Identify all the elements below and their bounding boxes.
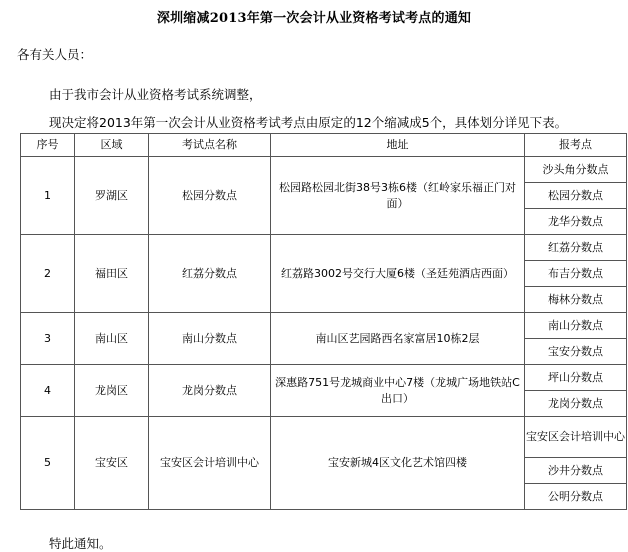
table-header-row xyxy=(21,134,627,157)
row-point: 红荔分数点 xyxy=(525,235,627,261)
row-point: 沙头角分数点 xyxy=(525,157,627,183)
row-address: 红荔路3002号交行大厦6楼（圣廷苑酒店西面） xyxy=(271,235,525,313)
row-point: 沙井分数点 xyxy=(525,458,627,484)
row-site: 红荔分数点 xyxy=(149,235,271,313)
row-point: 公明分数点 xyxy=(525,484,627,510)
closing-text: 特此通知。 xyxy=(49,536,112,551)
row-site: 宝安区会计培训中心 xyxy=(149,417,271,510)
header-district: 区域 xyxy=(75,134,149,157)
salutation: 各有关人员： xyxy=(17,47,93,62)
header-address: 地址 xyxy=(271,134,525,157)
table-row xyxy=(21,313,627,339)
row-address: 南山区艺园路西名家富居10栋2层 xyxy=(271,313,525,365)
paragraph-1: 由于我市会计从业资格考试系统调整， xyxy=(49,87,262,102)
row-point: 龙岗分数点 xyxy=(525,391,627,417)
row-point: 龙华分数点 xyxy=(525,209,627,235)
row-point: 坪山分数点 xyxy=(525,365,627,391)
table-row xyxy=(21,417,627,458)
row-district: 宝安区 xyxy=(75,417,149,510)
row-point: 布吉分数点 xyxy=(525,261,627,287)
row-point: 南山分数点 xyxy=(525,313,627,339)
row-point: 松园分数点 xyxy=(525,183,627,209)
row-no: 3 xyxy=(21,313,75,365)
table-row xyxy=(21,235,627,261)
paragraph-2: 现决定将2013年第一次会计从业资格考试考点由原定的12个缩减成5个，具体划分详见下表。 xyxy=(49,115,568,130)
row-no: 5 xyxy=(21,417,75,510)
table-row xyxy=(21,365,627,391)
row-district: 罗湖区 xyxy=(75,157,149,235)
notice-title: 深圳缩减2013年第一次会计从业资格考试考点的通知 xyxy=(156,11,472,26)
row-no: 1 xyxy=(21,157,75,235)
row-no: 2 xyxy=(21,235,75,313)
row-site: 南山分数点 xyxy=(149,313,271,365)
row-point: 宝安区会计培训中心 xyxy=(525,417,627,458)
row-district: 南山区 xyxy=(75,313,149,365)
header-points: 报考点 xyxy=(525,134,627,157)
table-row xyxy=(21,157,627,183)
row-district: 福田区 xyxy=(75,235,149,313)
row-district: 龙岗区 xyxy=(75,365,149,417)
header-site: 考试点名称 xyxy=(149,134,271,157)
row-point: 梅林分数点 xyxy=(525,287,627,313)
row-address: 松园路松园北街38号3栋6楼（红岭家乐福正门对面） xyxy=(271,157,525,235)
row-point: 宝安分数点 xyxy=(525,339,627,365)
exam-site-table xyxy=(20,133,627,510)
row-site: 龙岗分数点 xyxy=(149,365,271,417)
row-site: 松园分数点 xyxy=(149,157,271,235)
row-address: 深惠路751号龙城商业中心7楼（龙城广场地铁站C出口） xyxy=(271,365,525,417)
header-no: 序号 xyxy=(21,134,75,157)
row-no: 4 xyxy=(21,365,75,417)
row-address: 宝安新城4区文化艺术馆四楼 xyxy=(271,417,525,510)
